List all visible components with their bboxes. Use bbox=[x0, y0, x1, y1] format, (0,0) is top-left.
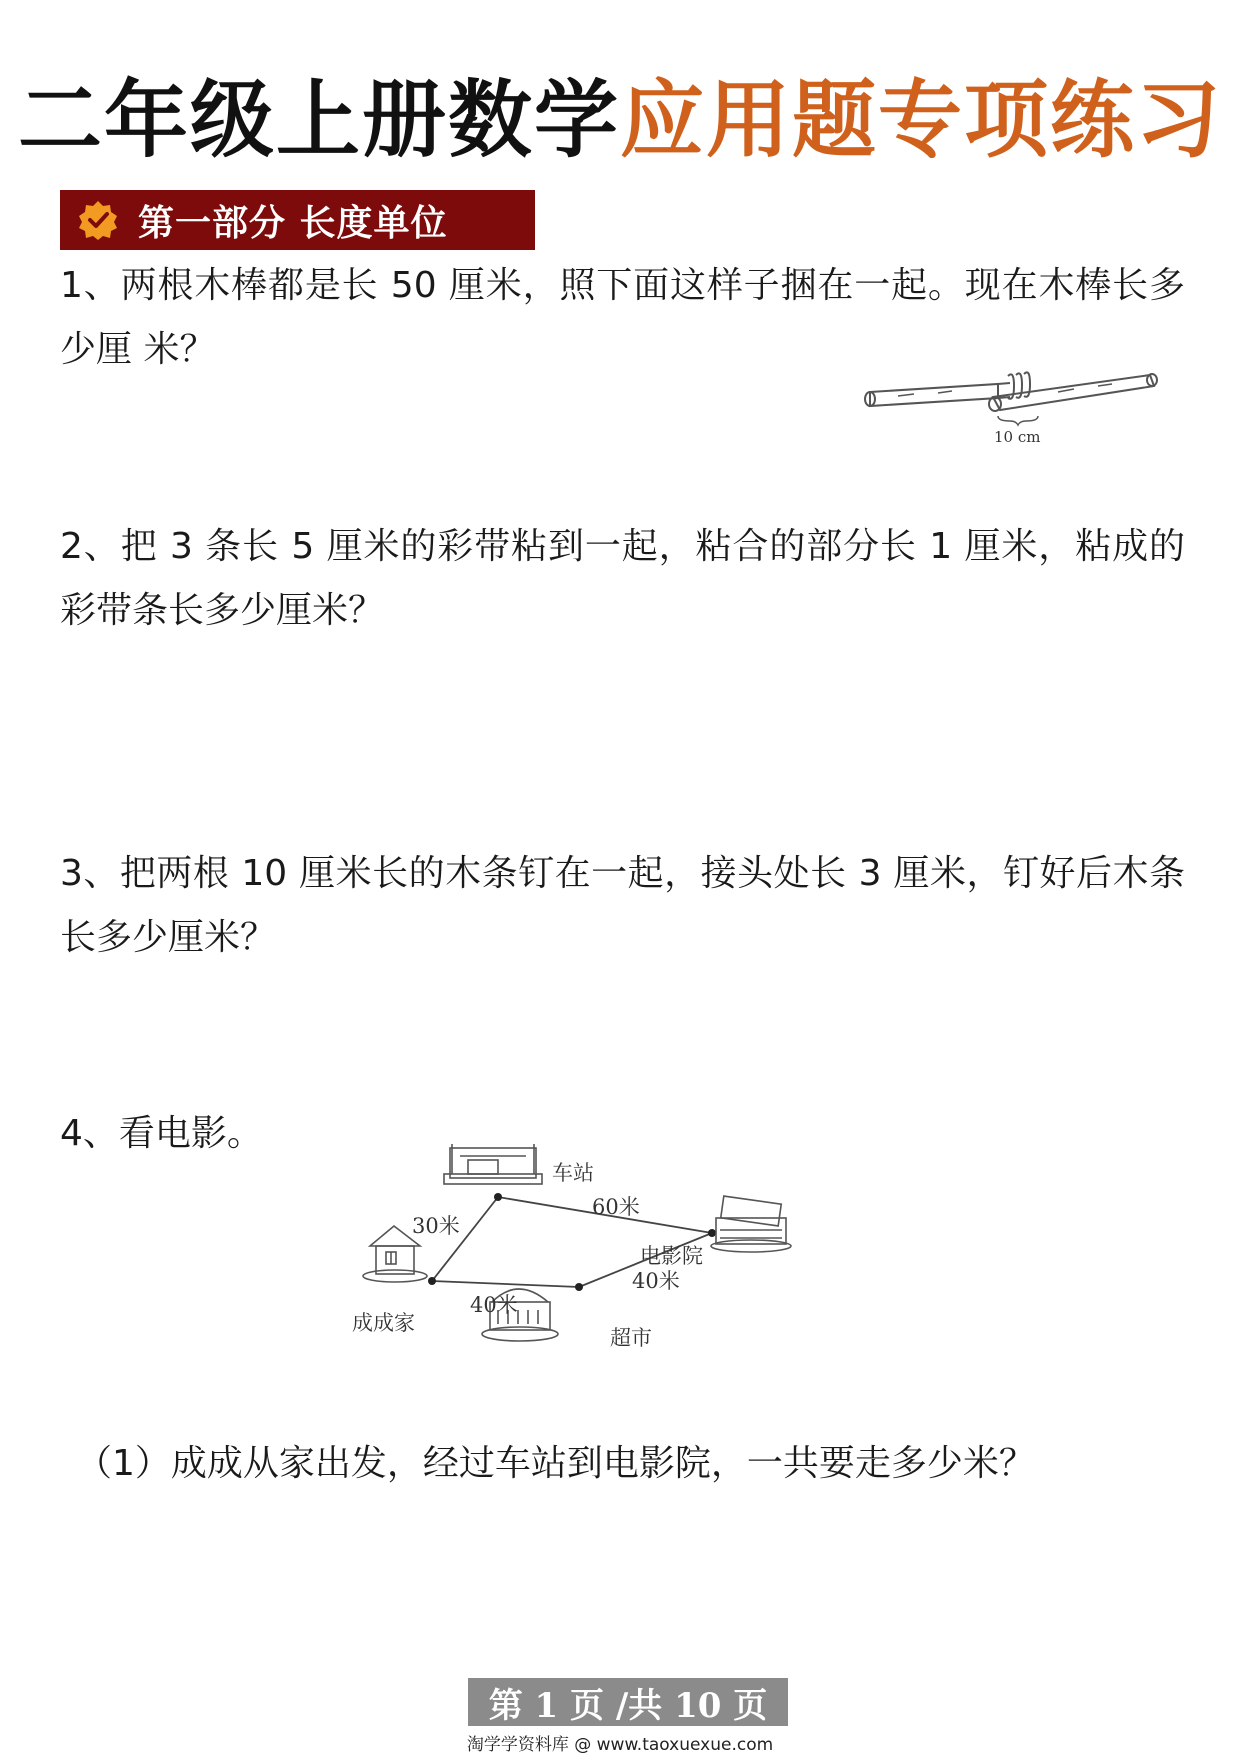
sticks-overlap-label: 10 cm bbox=[994, 428, 1041, 446]
question-4: 4、看电影。 bbox=[60, 1113, 263, 1154]
distance-home-station: 30米 bbox=[412, 1214, 460, 1238]
route-map bbox=[340, 1130, 820, 1370]
label-station: 车站 bbox=[552, 1161, 594, 1185]
label-cinema: 电影院 bbox=[640, 1244, 703, 1268]
page-title bbox=[0, 71, 1240, 169]
label-home: 成成家 bbox=[352, 1311, 415, 1335]
verified-badge-icon bbox=[78, 200, 118, 240]
question-1: 1、两根木棒都是长 50 厘米，照下面这样子捆在一起。现在木棒长多少厘 米？ bbox=[60, 265, 1185, 370]
distance-market-cinema: 40米 bbox=[632, 1269, 680, 1293]
section-title: 第一部分 长度单位 bbox=[138, 202, 448, 244]
node-home bbox=[428, 1277, 436, 1285]
cinema-building-icon bbox=[711, 1196, 791, 1252]
title-part-2: 应用题专项练习 bbox=[620, 71, 1223, 169]
sticks-figure bbox=[858, 360, 1158, 450]
node-station bbox=[494, 1193, 502, 1201]
question-3: 3、把两根 10 厘米长的木条钉在一起，接头处长 3 厘米，钉好后木条长多少厘米？ bbox=[60, 853, 1185, 958]
section-header bbox=[60, 190, 535, 250]
station-building-icon bbox=[444, 1144, 542, 1184]
label-market: 超市 bbox=[610, 1326, 652, 1350]
page-number: 第 1 页 /共 10 页 bbox=[468, 1678, 788, 1726]
distance-home-market: 40米 bbox=[470, 1293, 518, 1317]
subquestion-1: （1）成成从家出发，经过车站到电影院，一共要走多少米？ bbox=[76, 1443, 1035, 1484]
node-market bbox=[575, 1283, 583, 1291]
distance-station-cinema: 60米 bbox=[592, 1195, 640, 1219]
question-2: 2、把 3 条长 5 厘米的彩带粘到一起，粘合的部分长 1 厘米，粘成的彩带条长多少厘米？ bbox=[60, 526, 1185, 631]
node-cinema bbox=[708, 1229, 716, 1237]
site-watermark: 淘学学资料库 @ www.taoxuexue.com bbox=[466, 1735, 774, 1755]
title-part-1: 二年级上册数学 bbox=[17, 71, 620, 169]
